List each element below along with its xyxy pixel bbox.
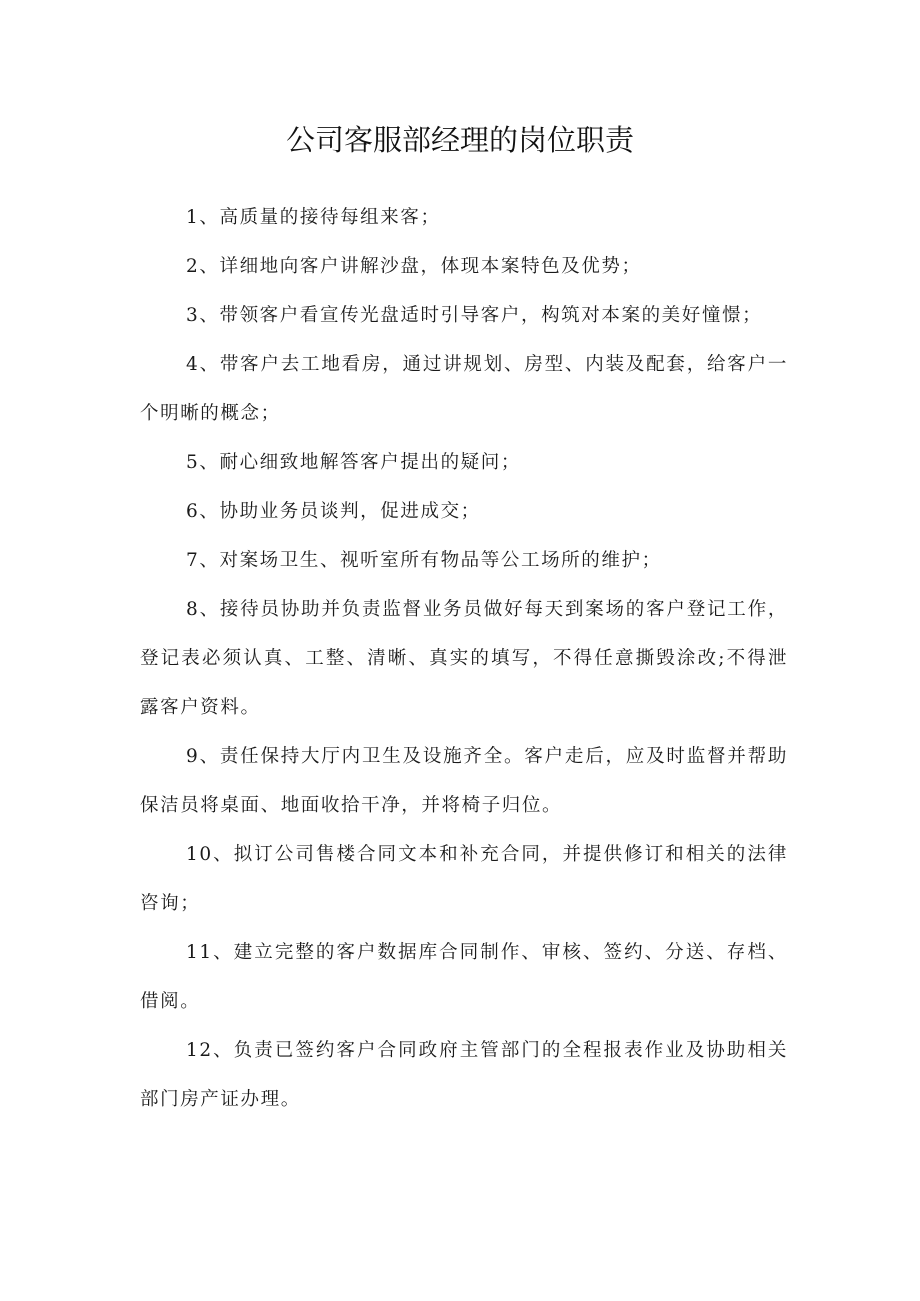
duty-item-12: 12、负责已签约客户合同政府主管部门的全程报表作业及协助相关部门房产证办理。 bbox=[140, 1040, 788, 1110]
duty-item-10: 10、拟订公司售楼合同文本和补充合同，并提供修订和相关的法律咨询； bbox=[140, 844, 788, 914]
document-title: 公司客服部经理的岗位职责 bbox=[285, 123, 634, 157]
duty-item-6: 6、协助业务员谈判，促进成交； bbox=[186, 501, 481, 522]
duty-item-11: 11、建立完整的客户数据库合同制作、审核、签约、分送、存档、借阅。 bbox=[140, 942, 788, 1012]
duty-item-7: 7、对案场卫生、视听室所有物品等公工场所的维护； bbox=[186, 550, 662, 571]
duty-list bbox=[140, 193, 788, 1124]
duty-item-2: 2、详细地向客户讲解沙盘，体现本案特色及优势； bbox=[186, 256, 642, 277]
duty-item-8: 8、接待员协助并负责监督业务员做好每天到案场的客户登记工作，登记表必须认真、工整、清晰、真实的填写，不得任意撕毁涂改;不得泄露客户资料。 bbox=[140, 599, 788, 718]
duty-item-1: 1、高质量的接待每组来客； bbox=[186, 207, 441, 228]
duty-item-9: 9、责任保持大厅内卫生及设施齐全。客户走后，应及时监督并帮助保洁员将桌面、地面收拾干净，并将椅子归位。 bbox=[140, 746, 788, 816]
duty-item-3: 3、带领客户看宣传光盘适时引导客户，构筑对本案的美好憧憬； bbox=[186, 305, 763, 326]
duty-item-4: 4、带客户去工地看房，通过讲规划、房型、内装及配套，给客户一个明晰的概念； bbox=[140, 354, 788, 424]
duty-item-5: 5、耐心细致地解答客户提出的疑问； bbox=[186, 452, 521, 473]
